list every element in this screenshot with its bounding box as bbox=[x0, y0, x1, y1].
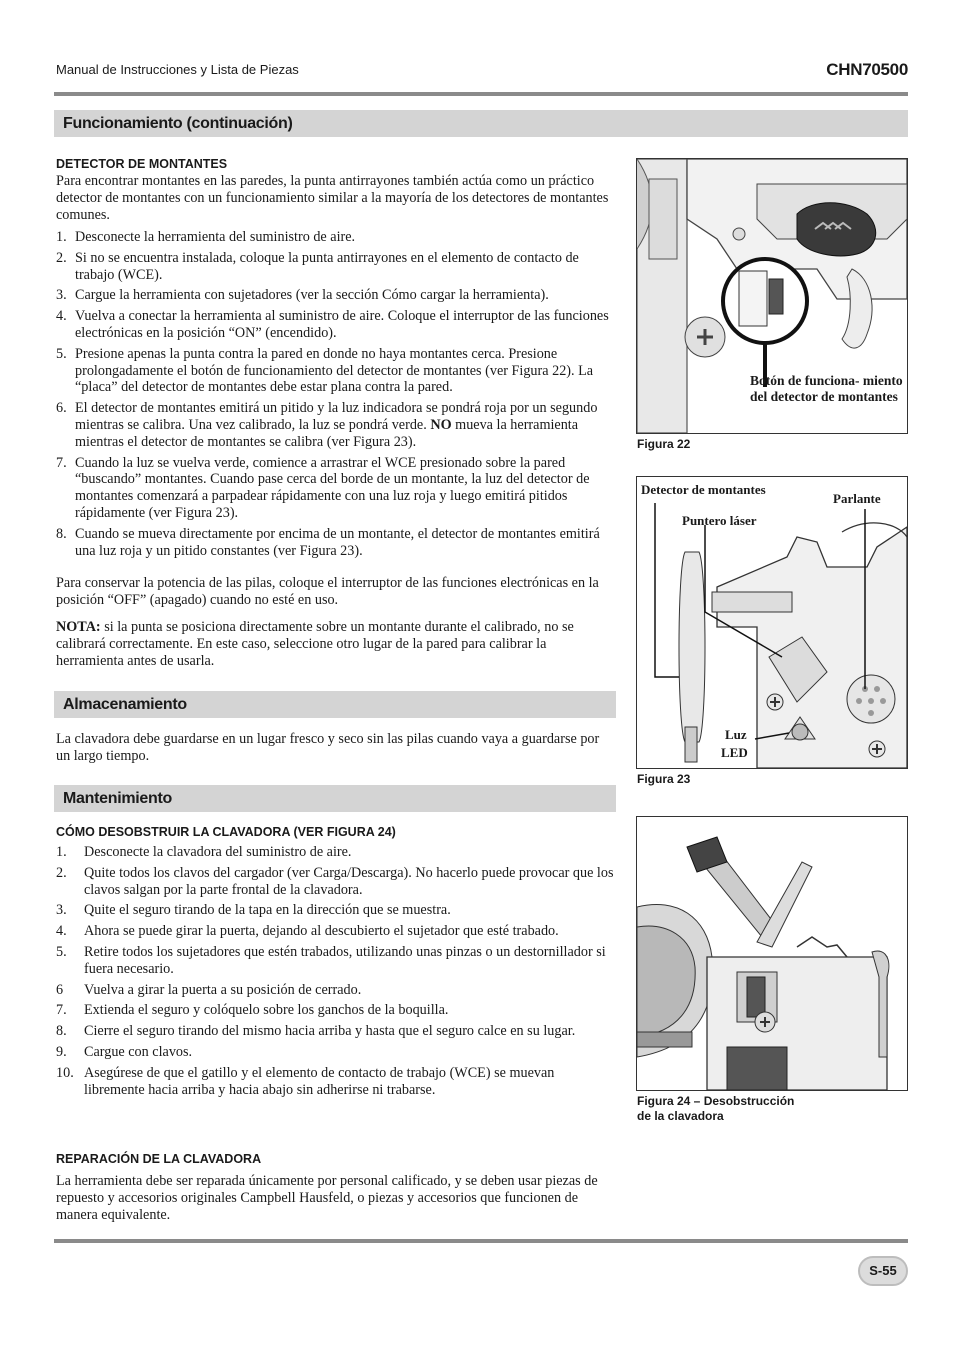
figure-23-caption: Figura 23 bbox=[637, 772, 691, 786]
list-item: 9. Cargue con clavos. bbox=[56, 1043, 193, 1060]
nota-paragraph: NOTA: si la punta se posiciona directamente sobre un montante durante el calibrado, no se calibrará correctamente. En este caso, seleccione otro lugar de la pared para calibrar la herramienta antes de usarla. bbox=[56, 619, 574, 669]
storage-text: La clavadora debe guardarse en un lugar fresco y seco sin las pilas cuando vaya a guardarse por un largo tiempo. bbox=[56, 731, 600, 764]
list-item: 3. Cargue la herramienta con sujetadores (ver la sección Cómo cargar la herramienta). bbox=[56, 287, 549, 304]
nailer-unjam-illustration bbox=[637, 817, 907, 1090]
repair-text: La herramienta debe ser reparada únicamente por personal calificado, y se deben usar piezas de repuesto y accesorios originales Campbell Hausfeld, o piezas y accesorios que funcionen de manera equivalente. bbox=[56, 1173, 598, 1223]
list-item: 3. Quite el seguro tirando de la tapa en la dirección que se muestra. bbox=[56, 902, 451, 919]
subtitle-reparacion: REPARACIÓN DE LA CLAVADORA bbox=[56, 1152, 262, 1166]
fig22-label-boton: Botón de funciona- miento del detector de montantes bbox=[750, 373, 903, 404]
list-item: 6. El detector de montantes emitirá un pitido y la luz indicadora se pondrá roja por un segundo mientras se calibra. Una vez calibrado, la luz se pondrá verde. NO mueva la herramienta mientras el detector de montantes se calibra (ver Figura 23). bbox=[56, 400, 598, 450]
list-item: 10. Asegúrese de que el gatillo y el elemento de contacto de trabajo (WCE) se muevan libremente hacia arriba y hacia abajo sin adherirse ni trabarse. bbox=[56, 1064, 555, 1098]
maintenance-steps bbox=[56, 844, 618, 1102]
list-item: 5. Presione apenas la punta contra la pared en donde no haya montantes cerca. Presione prolongadamente el botón de funcionamiento del detector de montantes (ver Figura 22). La “placa” del detector de montantes debe estar plana contra la pared. bbox=[56, 345, 594, 396]
list-item: 2. Quite todos los clavos del cargador (ver Carga/Descarga). No hacerlo puede provocar que los clavos salgan por la parte frontal de la clavadora. bbox=[56, 864, 614, 898]
fig23-label-laser: Puntero láser bbox=[682, 513, 757, 528]
list-item: 1. Desconecte la clavadora del suministro de aire. bbox=[56, 844, 352, 860]
fig23-label-detector: Detector de montantes bbox=[641, 482, 766, 497]
list-item: 1. Desconecte la herramienta del suministro de aire. bbox=[56, 229, 356, 245]
detector-intro: Para encontrar montantes en las paredes, la punta antirrayones también actúa como un práctico detector de montantes con un funcionamiento similar a la mayoría de los detectores de montantes comunes. bbox=[56, 173, 609, 223]
subtitle-detector: DETECTOR DE MONTANTES bbox=[56, 157, 228, 171]
manual-title: Manual de Instrucciones y Lista de Piezas bbox=[56, 62, 299, 77]
list-item: 4. Ahora se puede girar la puerta, dejando al descubierto el sujetador que esté trabado. bbox=[56, 923, 559, 940]
stud-detector-illustration bbox=[637, 477, 907, 768]
figure-22-image bbox=[636, 158, 908, 434]
list-item: 6 Vuelva a girar la puerta a su posición de cerrado. bbox=[56, 981, 362, 998]
list-item: 8. Cuando se mueva directamente por encima de un montante, el detector de montantes emitirá una luz roja y un pitido constantes (ver Figura 23). bbox=[56, 525, 600, 559]
model-number: CHN70500 bbox=[826, 60, 908, 79]
fig23-label-led: LED bbox=[721, 745, 748, 760]
page-number-badge: S-55 bbox=[858, 1256, 908, 1286]
section-title-funcionamiento: Funcionamiento (continuación) bbox=[54, 110, 908, 137]
battery-note: Para conservar la potencia de las pilas, coloque el interruptor de las funciones electrónicas en la posición “OFF” (apagado) cuando no esté en uso. bbox=[56, 575, 599, 608]
footer-rule bbox=[54, 1239, 908, 1243]
list-item: 2. Si no se encuentra instalada, coloque la punta antirrayones en el elemento de contacto de trabajo (WCE). bbox=[56, 249, 579, 283]
list-item: 4. Vuelva a conectar la herramienta al suministro de aire. Coloque el interruptor de las funciones electrónicas en la posición “ON” (encendido). bbox=[56, 308, 609, 341]
list-item: 8. Cierre el seguro tirando del mismo hacia arriba y hasta que el seguro calce en su lugar. bbox=[56, 1023, 576, 1040]
figure-24-image bbox=[636, 816, 908, 1091]
figure-23-image bbox=[636, 476, 908, 769]
detector-steps bbox=[56, 229, 618, 563]
subtitle-desobstruir: CÓMO DESOBSTRUIR LA CLAVADORA (VER FIGURA 24) bbox=[56, 825, 396, 839]
figure-24-caption: Figura 24 – Desobstrucción de la clavadora bbox=[637, 1094, 795, 1123]
section-title-mantenimiento: Mantenimiento bbox=[54, 785, 616, 812]
figure-22-caption: Figura 22 bbox=[637, 437, 691, 451]
list-item: 5. Retire todos los sujetadores que estén trabados, utilizando unas pinzas o un destornillador si fuera necesario. bbox=[56, 943, 606, 977]
header-rule bbox=[54, 92, 908, 96]
list-item: 7. Extienda el seguro y colóquelo sobre los ganchos de la boquilla. bbox=[56, 1002, 449, 1019]
fig23-label-luz: Luz bbox=[725, 727, 747, 742]
section-title-almacenamiento: Almacenamiento bbox=[54, 691, 616, 718]
list-item: 7. Cuando la luz se vuelva verde, comience a arrastrar el WCE presionado sobre la pared “buscando” montantes. Cuando pase cerca del borde de un montante, la luz del detector de montantes comenzará a parpadear rápidamente con una luz roja y luego emitirá pitidos rápidamente (ver Figura 23). bbox=[56, 454, 590, 521]
fig23-label-parlante: Parlante bbox=[833, 491, 881, 506]
